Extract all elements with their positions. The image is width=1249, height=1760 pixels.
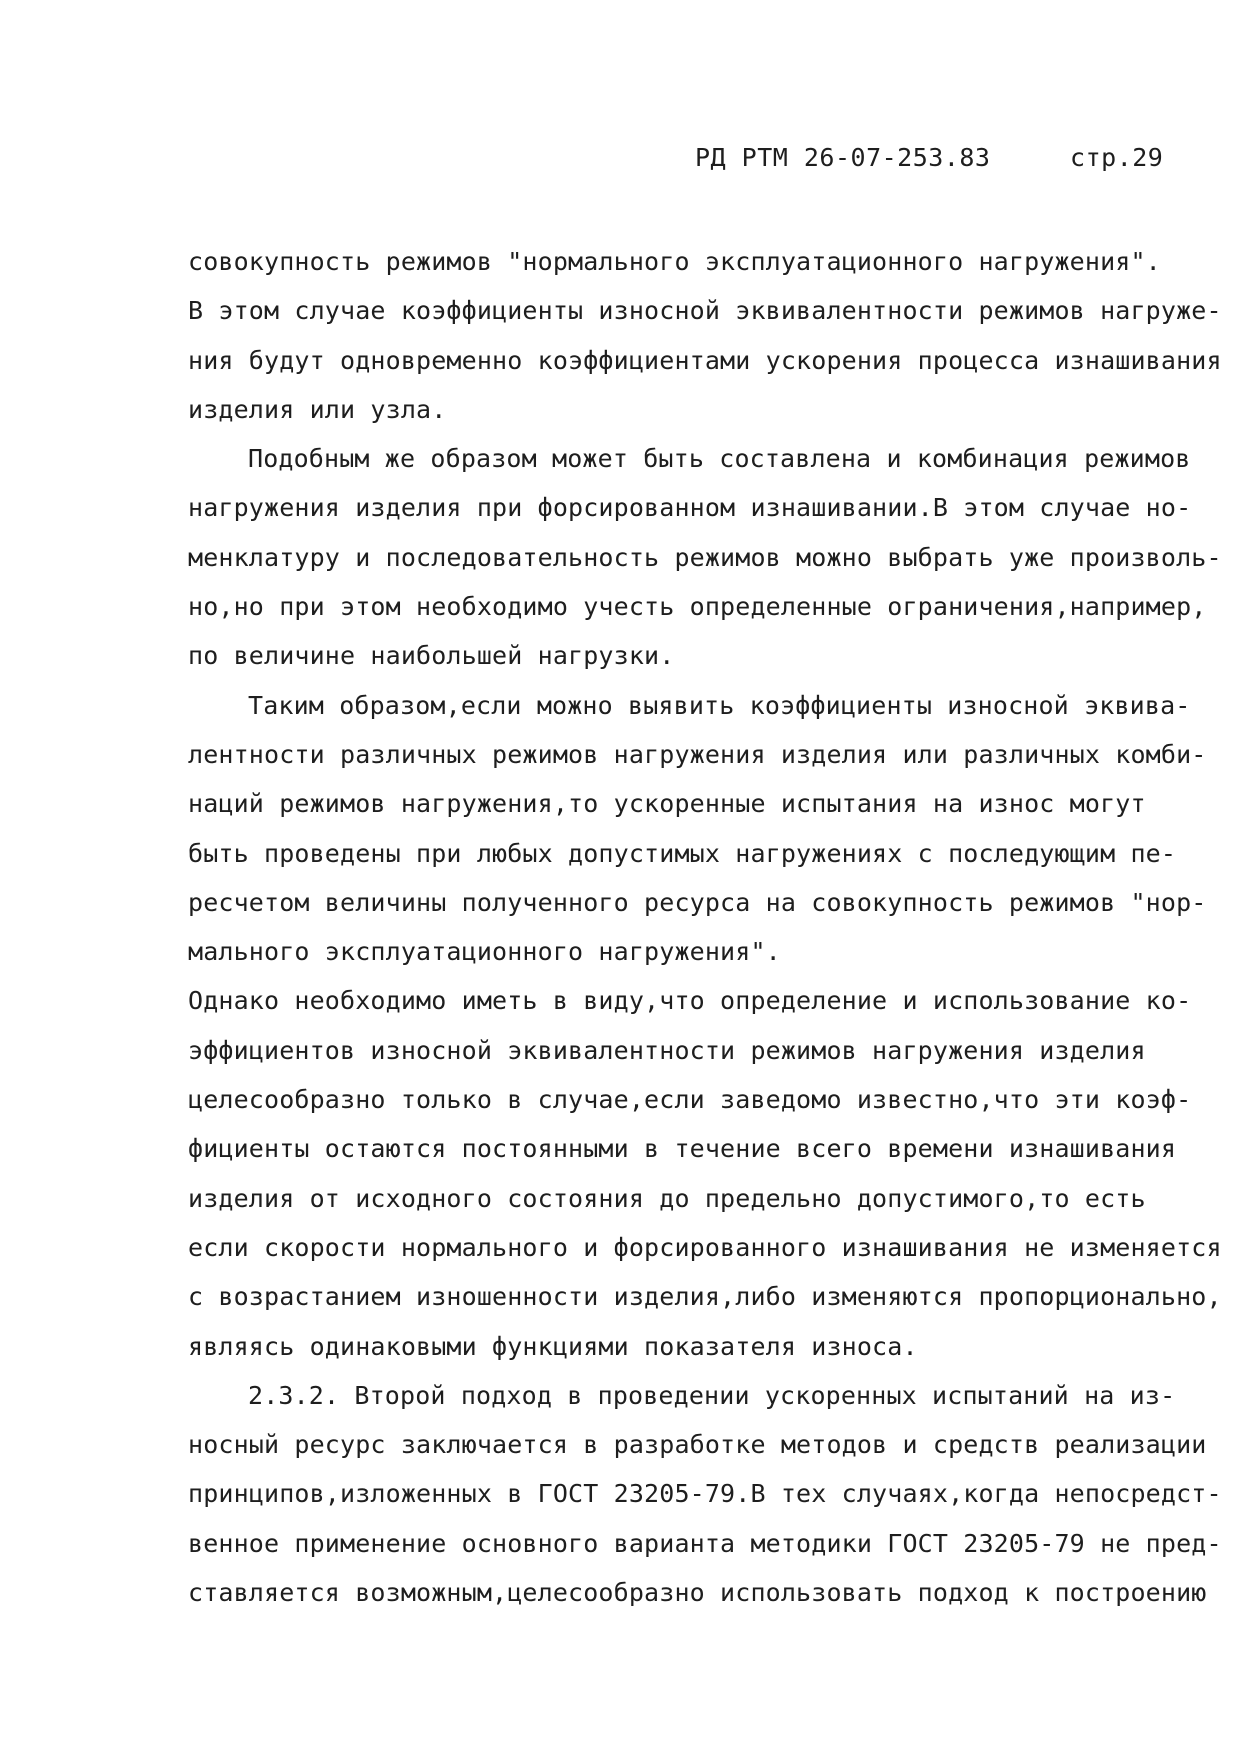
body-text xyxy=(188,237,1233,1617)
text-line: менклатуру и последовательность режимов можно выбрать уже произволь- xyxy=(188,542,1222,572)
text-line: совокупность режимов "нормального эксплуатационного нагружения". xyxy=(188,247,1161,276)
text-line: если скорости нормального и форсированного изнашивания не изменяется xyxy=(188,1232,1222,1262)
text-line: являясь одинаковыми функциями показателя износа. xyxy=(188,1331,918,1361)
text-line: изделия или узла. xyxy=(188,394,447,424)
text-line: целесообразно только в случае,если заведомо известно,что эти коэф- xyxy=(188,1085,1192,1115)
text-line: с возрастанием изношенности изделия,либо изменяются пропорционально, xyxy=(188,1282,1222,1312)
text-line: принципов,изложенных в ГОСТ 23205-79.В тех случаях,когда непосредст- xyxy=(188,1479,1222,1509)
text-line: ния будут одновременно коэффициентами ускорения процесса изнашивания xyxy=(188,345,1222,375)
text-line: наций режимов нагружения,то ускоренные испытания на износ могут xyxy=(188,789,1146,819)
text-line: ресчетом величины полученного ресурса на совокупность режимов "нор- xyxy=(188,887,1207,917)
document-id: РД РТМ 26-07-253.83 xyxy=(695,143,991,172)
text-line: Однако необходимо иметь в виду,что определение и использование ко- xyxy=(188,986,1192,1016)
text-line: Таким образом,если можно выявить коэффициенты износной эквива- xyxy=(248,690,1191,720)
text-line: лентности различных режимов нагружения изделия или различных комби- xyxy=(188,739,1207,769)
page-header xyxy=(695,143,1163,172)
text-line: носный ресурс заключается в разработке методов и средств реализации xyxy=(188,1430,1207,1460)
text-line: но,но при этом необходимо учесть определенные ограничения,например, xyxy=(188,592,1207,622)
text-line: 2.3.2. Второй подход в проведении ускоренных испытаний на из- xyxy=(248,1380,1176,1410)
text-line: мального эксплуатационного нагружения". xyxy=(188,937,781,967)
text-line: эффициентов износной эквивалентности режимов нагружения изделия xyxy=(188,1035,1146,1065)
text-line: Подобным же образом может быть составлена и комбинация режимов xyxy=(248,444,1191,474)
text-line: фициенты остаются постоянными в течение всего времени изнашивания xyxy=(188,1134,1177,1164)
text-line: В этом случае коэффициенты износной эквивалентности режимов нагруже- xyxy=(188,296,1222,326)
text-line: ставляется возможным,целесообразно использовать подход к построению xyxy=(188,1578,1207,1608)
text-line: венное применение основного варианта методики ГОСТ 23205-79 не пред- xyxy=(188,1528,1222,1558)
text-line: по величине наибольшей нагрузки. xyxy=(188,641,675,671)
text-line: быть проведены при любых допустимых нагружениях с последующим пе- xyxy=(188,838,1177,868)
page-number: стр.29 xyxy=(1070,143,1164,172)
text-line: изделия от исходного состояния до предельно допустимого,то есть xyxy=(188,1183,1146,1213)
text-line: нагружения изделия при форсированном изнашивании.В этом случае но- xyxy=(188,493,1192,523)
